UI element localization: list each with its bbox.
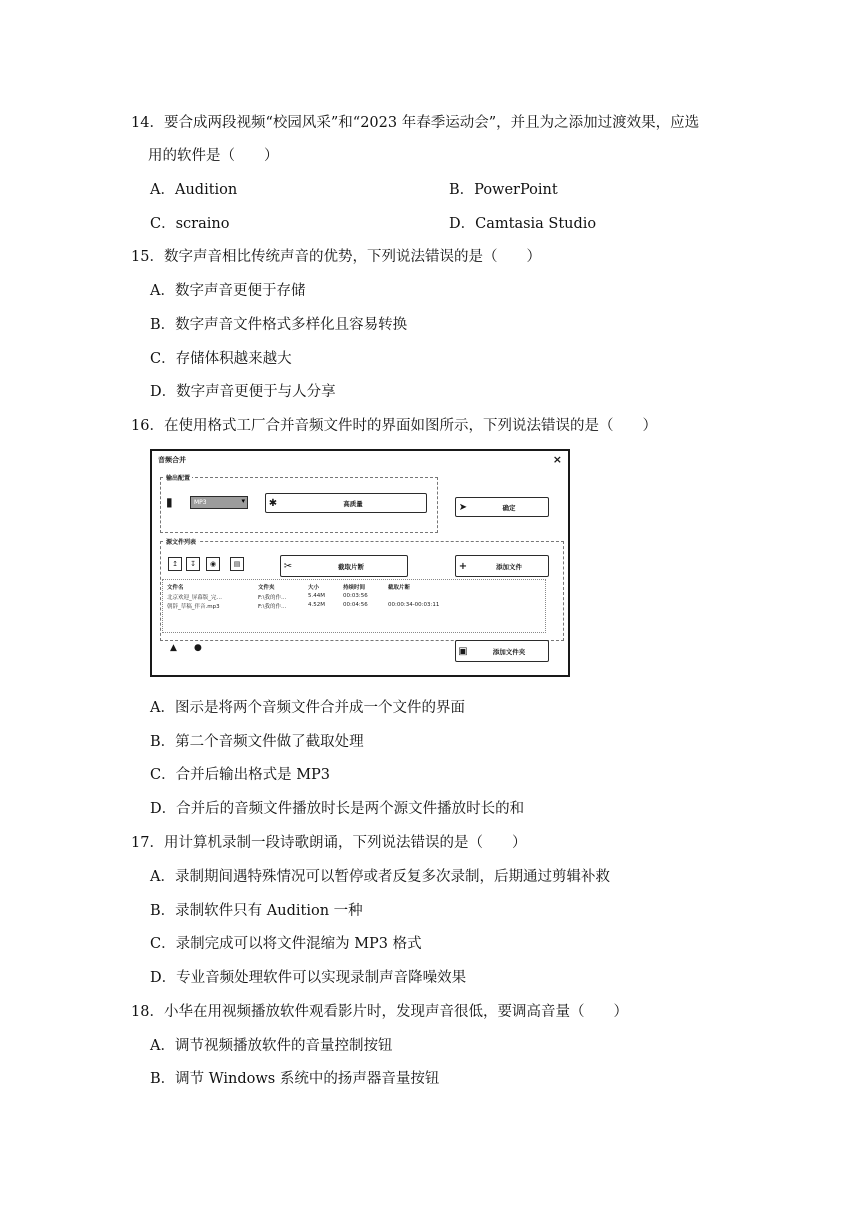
question-15-option-b: B．数字声音文件格式多样化且容易转换 [150,317,408,333]
question-16-option-a: A．图示是将两个音频文件合并成一个文件的界面 [150,700,465,716]
file-table [162,579,546,633]
format-select[interactable]: MP3 ▾ [190,496,248,509]
question-14-option-d: D．Camtasia Studio [449,216,597,232]
col-header-name: 文件名 [167,585,184,591]
merge-dialog-screenshot [150,449,570,677]
remove-icon[interactable]: ▤ [230,557,244,571]
col-header-duration: 持续时间 [343,585,366,591]
question-15-stem: 15．数字声音相比传统声音的优势，下列说法错误的是（ ） [131,249,541,265]
question-16-stem: 16．在使用格式工厂合并音频文件时的界面如图所示，下列说法错误的是（ ） [131,418,657,434]
table-row-2-clip: 00:00:34-00:03:11 [388,602,440,608]
question-15-option-d: D．数字声音更便于与人分享 [150,384,336,400]
table-row-2-duration: 00:04:56 [343,602,368,608]
folder-icon: ▣ [458,645,468,657]
output-group-label: 输出配置 [166,475,191,482]
ok-button[interactable]: ➤ 确定 [455,497,549,517]
close-icon[interactable]: × [552,453,562,466]
files-group-label: 源文件列表 [166,539,197,546]
question-17-option-b: B．录制软件只有 Audition 一种 [150,903,363,919]
col-header-clip: 截取片断 [388,585,411,591]
question-14-option-c: C．scraino [150,216,230,232]
question-16-option-c: C．合并后输出格式是 MP3 [150,767,331,783]
table-row-1-folder: F:\我的作… [258,595,287,601]
clip-button[interactable]: ✂ 截取片断 [280,555,408,577]
gear-icon: ✱ [268,497,278,509]
table-row-1-name: 北京欢迎_屏幕版_完… [167,595,223,601]
play-icon[interactable]: ◉ [206,557,220,571]
question-14-option-b: B．PowerPoint [449,182,558,198]
add-folder-button[interactable]: ▣ 添加文件夹 [455,640,549,662]
format-icon: ▮ [166,495,173,509]
quality-button[interactable]: ✱ 高质量 [265,493,427,513]
question-17-stem: 17．用计算机录制一段诗歌朗诵，下列说法错误的是（ ） [131,835,527,851]
info-icon[interactable]: ● [194,643,202,653]
question-17-option-c: C．录制完成可以将文件混缩为 MP3 格式 [150,936,422,952]
question-14-option-a: A．Audition [150,182,238,198]
question-17-option-a: A．录制期间遇特殊情况可以暂停或者反复多次录制，后期通过剪辑补救 [150,869,610,885]
table-row-2-size: 4.52M [308,602,325,608]
move-down-icon[interactable]: ↧ [186,557,200,571]
add-file-button[interactable]: + 添加文件 [455,555,549,577]
question-18-option-a: A．调节视频播放软件的音量控制按钮 [150,1038,393,1054]
move-up-icon[interactable]: ↥ [168,557,182,571]
table-row-2-name: 朝辞_草稿_伴音.mp3 [167,604,220,610]
dialog-title: 音频合并 [158,456,186,464]
question-18-stem: 18．小华在用视频播放软件观看影片时，发现声音很低，要调高音量（ ） [131,1004,628,1020]
table-row-2-folder: F:\我的作… [258,604,287,610]
question-18-option-b: B．调节 Windows 系统中的扬声器音量按钮 [150,1071,440,1087]
table-row-1-duration: 00:03:56 [343,593,368,599]
question-15-option-a: A．数字声音更便于存储 [150,283,306,299]
question-14-stem-cont: 用的软件是（ ） [148,148,279,164]
question-17-option-d: D．专业音频处理软件可以实现录制声音降噪效果 [150,970,467,986]
question-16-option-b: B．第二个音频文件做了截取处理 [150,734,364,750]
table-row-1-size: 5.44M [308,593,325,599]
question-14-stem: 14．要合成两段视频“校园风采”和“2023 年春季运动会”，并且为之添加过渡效果，应选 [131,115,700,131]
question-16-option-d: D．合并后的音频文件播放时长是两个源文件播放时长的和 [150,801,525,817]
up-arrow-icon[interactable]: ▲ [170,643,177,653]
chevron-down-icon: ▾ [241,497,245,505]
col-header-folder: 文件夹 [258,585,275,591]
arrow-right-icon: ➤ [458,501,468,513]
question-15-option-c: C．存储体积越来越大 [150,351,292,367]
scissors-icon: ✂ [283,560,293,572]
col-header-size: 大小 [308,585,320,591]
plus-icon: + [458,560,468,572]
